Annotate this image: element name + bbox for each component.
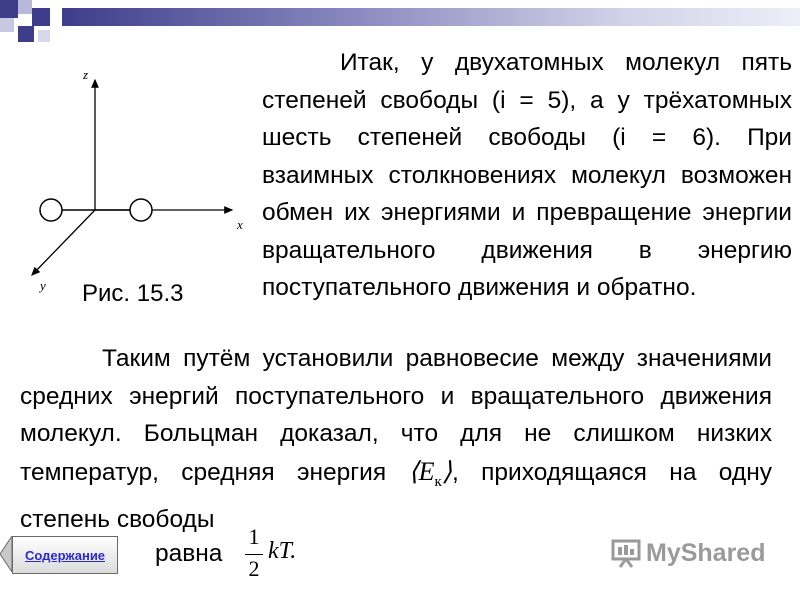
axis-label-x: x <box>237 217 243 232</box>
atom-left <box>40 199 62 221</box>
nav-arrow-icon <box>0 536 12 572</box>
paragraph-1 <box>262 44 792 307</box>
energy-symbol: E <box>418 456 435 486</box>
watermark <box>610 536 770 570</box>
paragraph-2-text-b: , приходящаяся на одну степень свободы <box>20 458 772 534</box>
paragraph-1-text: Итак, у двухатомных молекул пять степеней свободы (i = 5), а у трёхатомных шесть степеней свободы (i = 6). При взаимных столкновениях молекул возможен обмен их энергиями и превращение энергии вращательного движения в энергию поступательного движения и обратно. <box>262 49 792 301</box>
formula-kt: kT. <box>268 538 297 564</box>
fraction-numerator: 1 <box>248 524 260 549</box>
fraction-denominator: 2 <box>248 556 260 581</box>
watermark-text: MyShared <box>646 538 766 567</box>
atom-right <box>130 199 152 221</box>
energy-subscript: к <box>434 473 442 490</box>
contents-button[interactable] <box>12 536 118 574</box>
ravna-label: равна <box>155 540 223 567</box>
mean-energy-symbol: $⟨E_к⟩$ <box>408 456 452 490</box>
y-axis <box>32 210 95 275</box>
presentation-icon <box>610 538 642 568</box>
paragraph-2-text-a: Таким путём установили равновесие между значениями средних энергий поступательного и вращательного движения молекул. Больцман доказал, что для не слишком низких температур, средняя энергия <box>20 345 772 486</box>
figure-caption: Рис. 15.3 <box>82 280 184 307</box>
axis-label-y: y <box>40 278 46 293</box>
contents-button-label: Содержание <box>24 547 106 563</box>
axis-label-z: z <box>83 67 89 82</box>
paragraph-2 <box>20 340 772 539</box>
molecule-figure <box>0 0 260 300</box>
